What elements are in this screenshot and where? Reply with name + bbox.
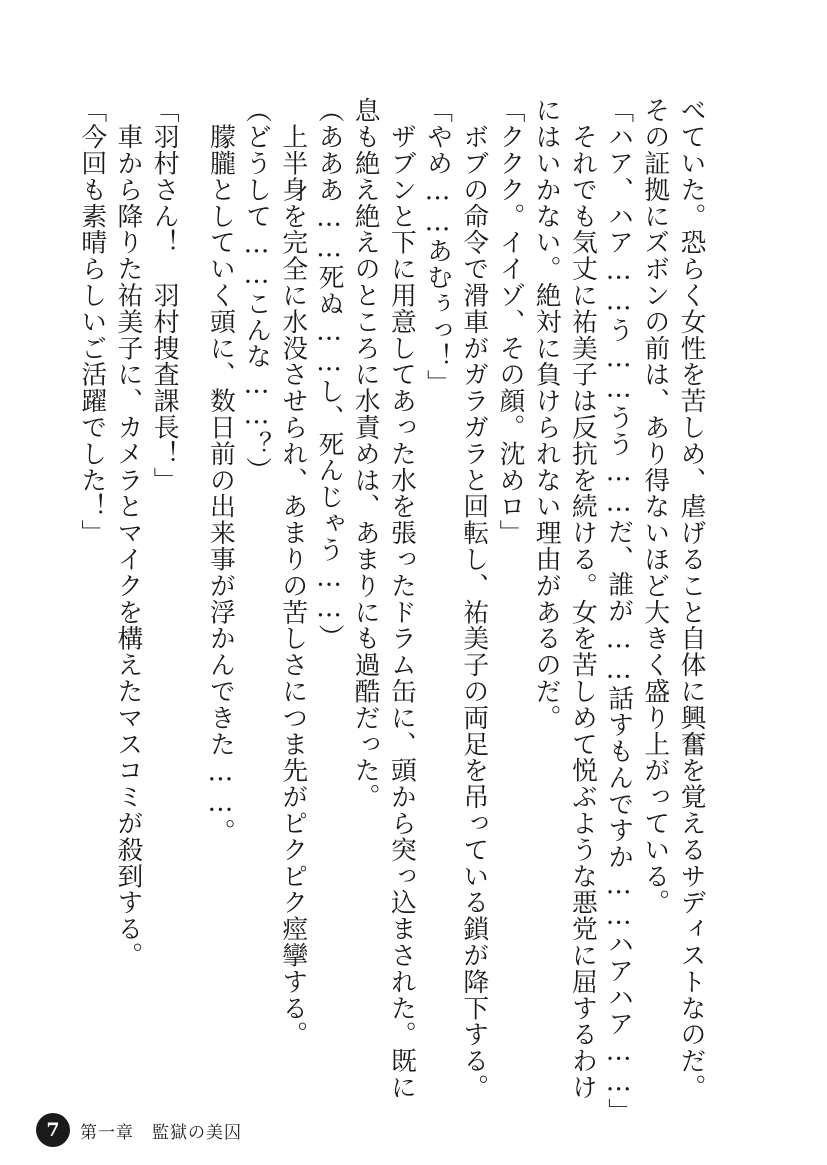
novel-text-block [74,97,709,1125]
text-line: 息も絶え絶えのところに水責めは、あまりにも過酷だった。 [350,97,381,810]
text-line: 朦朧としていく頭に、数日前の出来事が浮かんできた……。 [205,97,236,845]
text-line: ボブの命令で滑車がガラガラと回転し、祐美子の両足を吊っている鎖が降下する。 [458,97,489,1101]
text-line: （あああ……死ぬ……し、死んじゃう……） [313,97,344,651]
text-line: その証拠にズボンの前は、あり得ないほど大きく盛り上がっている。 [639,97,670,916]
text-line: 「羽村さん！ 羽村捜査課長！」 [149,97,180,493]
text-line: 「ククク。イイゾ、その顔。沈めロ」 [494,97,525,546]
text-line: べていた。恐らく女性を苦しめ、虐げること自体に興奮を覚えるサディストなのだ。 [676,97,706,1101]
page-footer [36,1113,242,1147]
text-line: 車から降りた祐美子に、カメラとマイクを構えたマスコミが殺到する。 [112,97,143,969]
text-line: それでも気丈に祐美子は反抗を続ける。女を苦しめて悦ぶような悪党に屈するわけ [567,97,598,1101]
scene-break [182,97,202,1017]
text-line: 「今回も素晴らしいご活躍でした！」 [76,97,107,546]
text-line: 上半身を完全に水没させられ、あまりの苦しさにつま先がピクピク痙攣する。 [277,97,308,1048]
text-line: （どうして……こんな……？） [241,97,272,484]
text-line: 「ハア、ハア……う……うう……だ、誰が……話すもんですか……ハアハア……」 [603,97,634,1125]
chapter-title: 第一章 監獄の美囚 [80,1122,242,1143]
page-number-badge [36,1113,70,1147]
page-number: 7 [46,1119,60,1141]
text-line: 「やめ……あむぅっ！」 [422,97,453,396]
text-line: ザブンと下に用意してあった水を張ったドラム缶に、頭から突っ込まされた。既に [386,97,417,1101]
text-line: にはいかない。絶対に負けられない理由があるのだ。 [531,97,562,731]
